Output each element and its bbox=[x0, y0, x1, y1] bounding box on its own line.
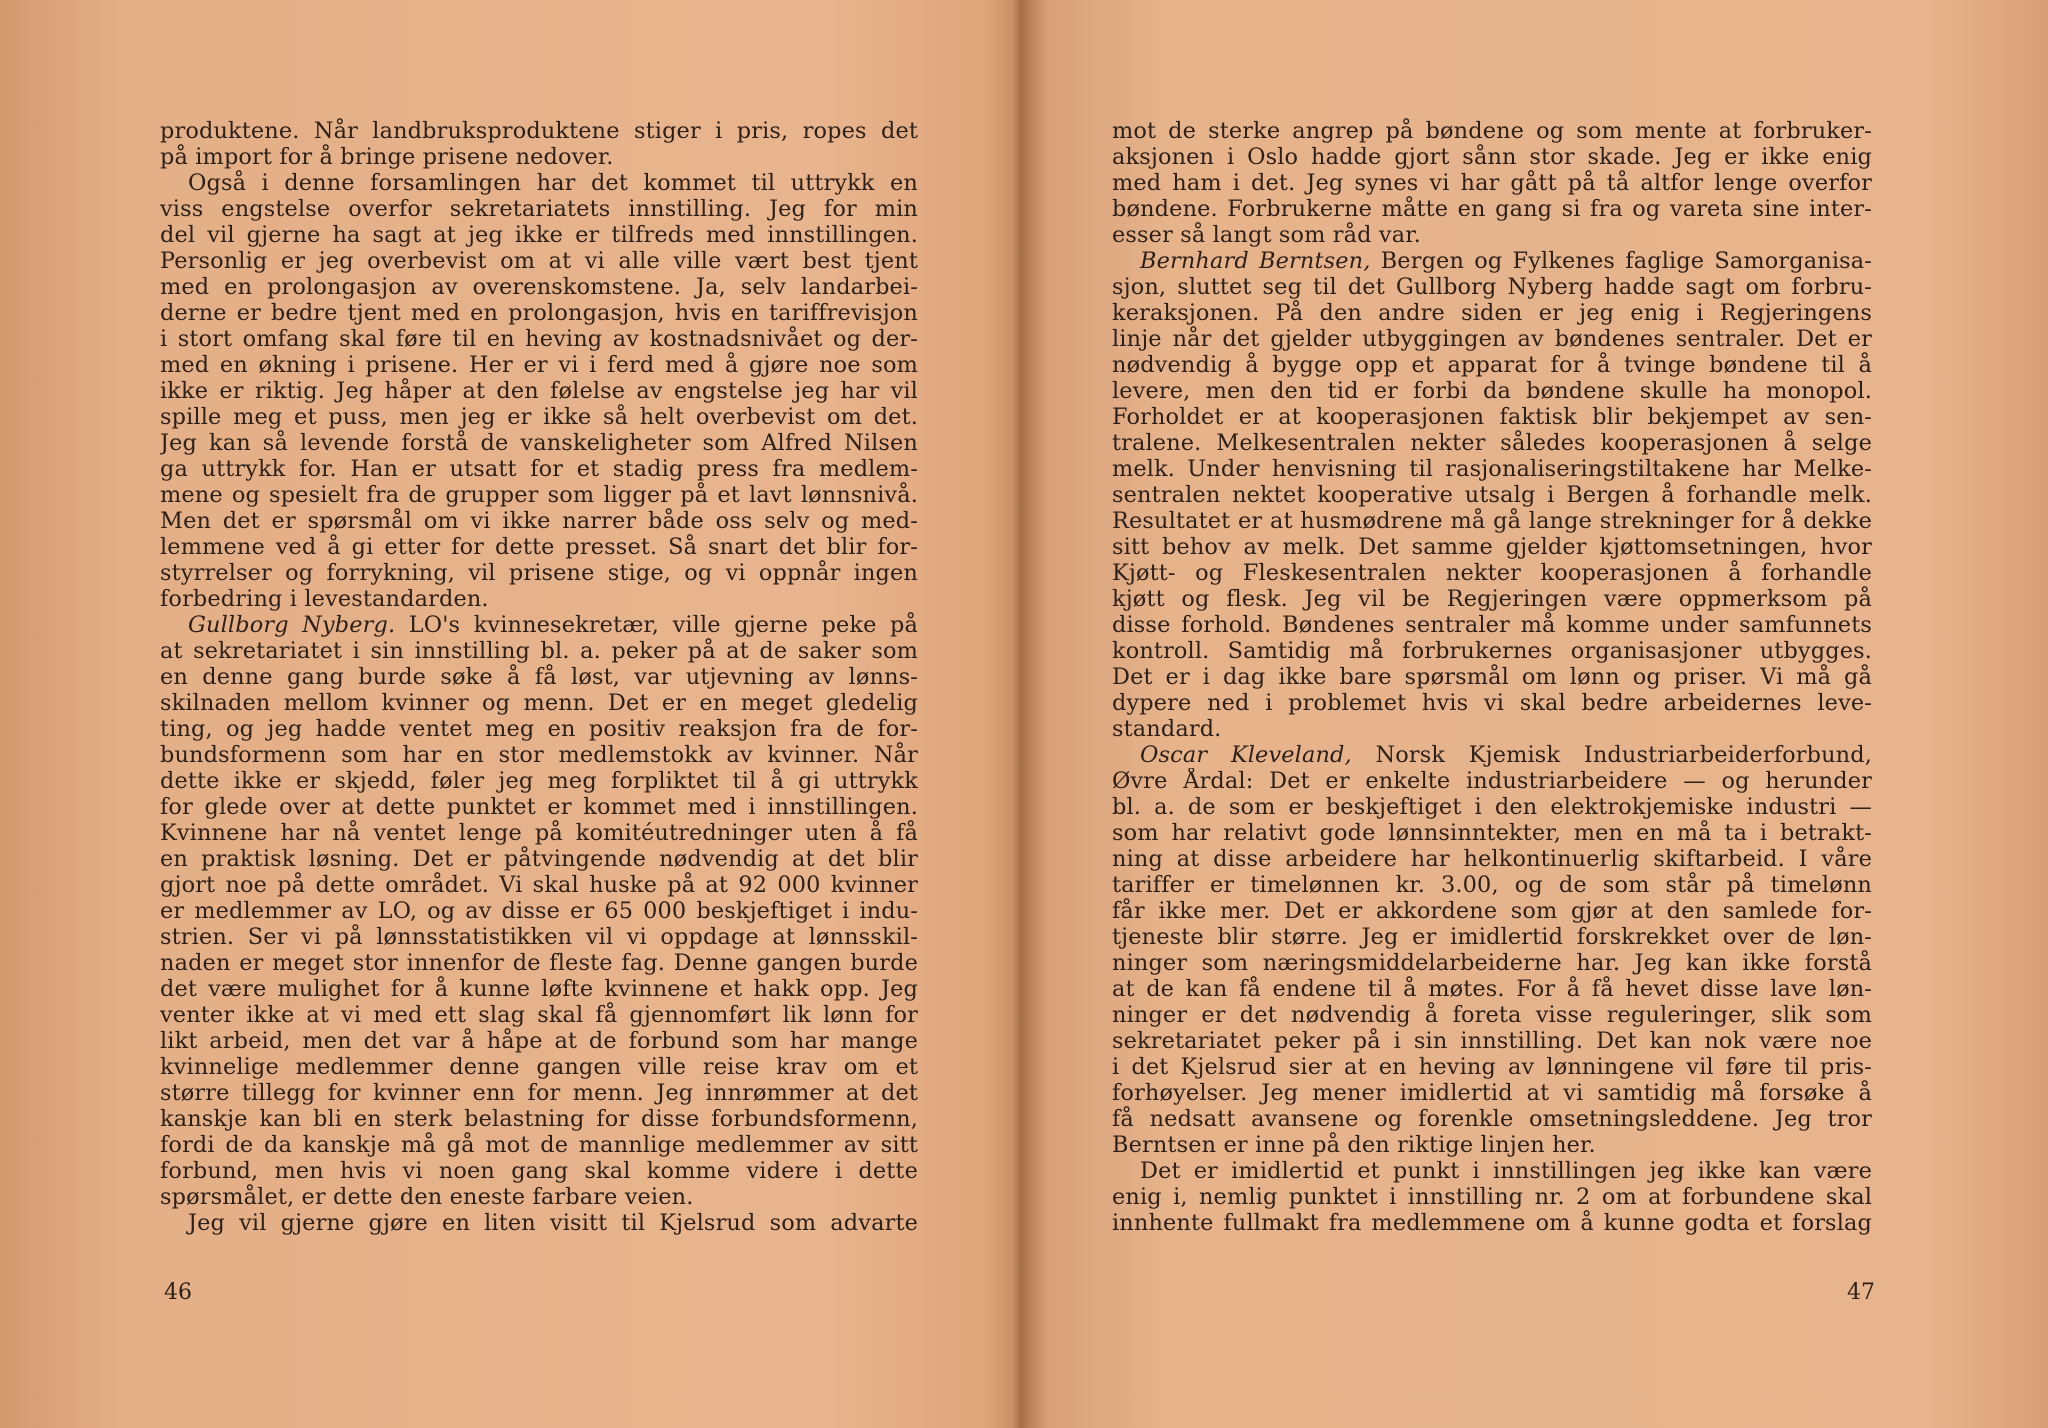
text-line: viss engstelse overfor sekretariatets innstilling. Jeg for min bbox=[160, 196, 918, 222]
text-line: i det Kjelsrud sier at en heving av lønningene vil føre til pris- bbox=[1112, 1054, 1872, 1080]
text-line: Resultatet er at husmødrene må gå lange strekninger for å dekke bbox=[1112, 508, 1872, 534]
text-line: med ham i det. Jeg synes vi har gått på tå altfor lenge overfor bbox=[1112, 170, 1872, 196]
text-line bbox=[1112, 248, 1872, 274]
text-line: fordi de da kanskje må gå mot de mannlige medlemmer av sitt bbox=[160, 1132, 918, 1158]
text-line: Det er imidlertid et punkt i innstillingen jeg ikke kan være bbox=[1140, 1158, 1872, 1184]
text-line: Berntsen er inne på den riktige linjen her. bbox=[1112, 1132, 1596, 1158]
text-line: på import for å bringe prisene nedover. bbox=[160, 144, 614, 170]
text-line: kontroll. Samtidig må forbrukernes organisasjoner utbygges. bbox=[1112, 638, 1872, 664]
text-line: Jeg vil gjerne gjøre en liten visitt til Kjelsrud som advarte bbox=[188, 1210, 918, 1236]
text-line: linje når det gjelder utbyggingen av bøndenes sentraler. Det er bbox=[1112, 326, 1872, 352]
text-line: i stort omfang skal føre til en heving av kostnadsnivået og der- bbox=[160, 326, 918, 352]
text-line: nødvendig å bygge opp et apparat for å tvinge bøndene til å bbox=[1112, 352, 1872, 378]
text-line bbox=[160, 612, 918, 638]
text-line: forbund, men hvis vi noen gang skal komme videre i dette bbox=[160, 1158, 918, 1184]
book-gutter bbox=[1012, 0, 1030, 1428]
text-line: lemmene ved å gi etter for dette presset. Så snart det blir for- bbox=[160, 534, 918, 560]
text-line: gjort noe på dette området. Vi skal huske på at 92 000 kvinner bbox=[160, 872, 918, 898]
text-line: Også i denne forsamlingen har det kommet til uttrykk en bbox=[188, 170, 918, 196]
text-line: bundsformenn som har en stor medlemstokk av kvinner. Når bbox=[160, 742, 918, 768]
text-line: styrrelser og forrykning, vil prisene stige, og vi oppnår ingen bbox=[160, 560, 918, 586]
text-line: sekretariatet peker på i sin innstilling. Det kan nok være noe bbox=[1112, 1028, 1872, 1054]
text-line: tjeneste blir større. Jeg er imidlertid forskrekket over de løn- bbox=[1112, 924, 1872, 950]
text-line-rest: Norsk Kjemisk Industriarbeiderforbund, bbox=[1351, 742, 1872, 768]
text-line: at sekretariatet i sin innstilling bl. a. peker på at de saker som bbox=[160, 638, 918, 664]
text-line: kvinnelige medlemmer denne gangen ville reise krav om et bbox=[160, 1054, 918, 1080]
text-line: bøndene. Forbrukerne måtte en gang si fra og vareta sine inter- bbox=[1112, 196, 1872, 222]
text-line: med en prolongasjon av overenskomstene. Ja, selv landarbei- bbox=[160, 274, 918, 300]
text-line: spille meg et puss, men jeg er ikke så helt overbevist om det. bbox=[160, 404, 918, 430]
text-line: kanskje kan bli en sterk belastning for disse forbundsformenn, bbox=[160, 1106, 918, 1132]
text-line: strien. Ser vi på lønnsstatistikken vil vi oppdage at lønnsskil- bbox=[160, 924, 918, 950]
text-line: innhente fullmakt fra medlemmene om å kunne godta et forslag bbox=[1112, 1210, 1872, 1236]
text-line: for glede over at dette punktet er kommet med i innstillingen. bbox=[160, 794, 918, 820]
text-line: melk. Under henvisning til rasjonaliseringstiltakene har Melke- bbox=[1112, 456, 1872, 482]
text-line-rest: Bergen og Fylkenes faglige Samorganisa- bbox=[1370, 248, 1872, 274]
speaker-name: Bernhard Berntsen, bbox=[1140, 248, 1371, 274]
text-line: mot de sterke angrep på bøndene og som mente at forbruker- bbox=[1112, 118, 1872, 144]
text-line: bl. a. de som er beskjeftiget i den elektrokjemiske industri — bbox=[1112, 794, 1872, 820]
text-line: tralene. Melkesentralen nekter således kooperasjonen å selge bbox=[1112, 430, 1872, 456]
text-line: Men det er spørsmål om vi ikke narrer både oss selv og med- bbox=[160, 508, 918, 534]
text-line: større tillegg for kvinner enn for menn. Jeg innrømmer at det bbox=[160, 1080, 918, 1106]
text-line: ikke er riktig. Jeg håper at den følelse av engstelse jeg har vil bbox=[160, 378, 918, 404]
text-line: disse forhold. Bøndenes sentraler må komme under samfunnets bbox=[1112, 612, 1872, 638]
text-line: derne er bedre tjent med en prolongasjon, hvis en tariffrevisjon bbox=[160, 300, 918, 326]
text-line: levere, men den tid er forbi da bøndene skulle ha monopol. bbox=[1112, 378, 1872, 404]
text-line: produktene. Når landbruksproduktene stiger i pris, ropes det bbox=[160, 118, 918, 144]
page-number: 46 bbox=[164, 1280, 192, 1305]
text-line: kjøtt og flesk. Jeg vil be Regjeringen være oppmerksom på bbox=[1112, 586, 1872, 612]
text-line: ting, og jeg hadde ventet meg en positiv reaksjon fra de for- bbox=[160, 716, 918, 742]
text-line: dypere ned i problemet hvis vi skal bedre arbeidernes leve- bbox=[1112, 690, 1872, 716]
text-line: keraksjonen. På den andre siden er jeg enig i Regjeringens bbox=[1112, 300, 1872, 326]
text-line: at de kan få endene til å møtes. For å få hevet disse lave løn- bbox=[1112, 976, 1872, 1002]
text-line: ga uttrykk for. Han er utsatt for et stadig press fra medlem- bbox=[160, 456, 918, 482]
text-line: ninger som næringsmiddelarbeiderne har. Jeg kan ikke forstå bbox=[1112, 950, 1872, 976]
text-line: Jeg kan så levende forstå de vanskeligheter som Alfred Nilsen bbox=[160, 430, 918, 456]
text-line: venter ikke at vi med ett slag skal få gjennomført lik lønn for bbox=[160, 1002, 918, 1028]
right-page bbox=[1112, 118, 1872, 1236]
text-line: Forholdet er at kooperasjonen faktisk blir bekjempet av sen- bbox=[1112, 404, 1872, 430]
text-line: få nedsatt avansene og forenkle omsetningsleddene. Jeg tror bbox=[1112, 1106, 1872, 1132]
text-line: Kvinnene har nå ventet lenge på komitéutredninger uten å få bbox=[160, 820, 918, 846]
page-number: 47 bbox=[1847, 1280, 1875, 1305]
text-line: med en økning i prisene. Her er vi i ferd med å gjøre noe som bbox=[160, 352, 918, 378]
text-line: forbedring i levestandarden. bbox=[160, 586, 489, 612]
text-line: esser så langt som råd var. bbox=[1112, 222, 1421, 248]
text-line: dette ikke er skjedd, føler jeg meg forpliktet til å gi uttrykk bbox=[160, 768, 918, 794]
text-line: det være mulighet for å kunne løfte kvinnene et hakk opp. Jeg bbox=[160, 976, 918, 1002]
text-line: Kjøtt- og Fleskesentralen nekter kooperasjonen å forhandle bbox=[1112, 560, 1872, 586]
text-line: en praktisk løsning. Det er påtvingende nødvendig at det blir bbox=[160, 846, 918, 872]
text-line bbox=[1112, 742, 1872, 768]
text-line: som har relativt gode lønnsinntekter, men en må ta i betrakt- bbox=[1112, 820, 1872, 846]
text-line: sentralen nektet kooperative utsalg i Bergen å forhandle melk. bbox=[1112, 482, 1872, 508]
text-line: mene og spesielt fra de grupper som ligger på et lavt lønnsnivå. bbox=[160, 482, 918, 508]
left-page bbox=[160, 118, 918, 1236]
text-line: får ikke mer. Det er akkordene som gjør at den samlede for- bbox=[1112, 898, 1872, 924]
text-line: ninger er det nødvendig å foreta visse reguleringer, slik som bbox=[1112, 1002, 1872, 1028]
text-line-rest: LO's kvinnesekretær, ville gjerne peke på bbox=[395, 612, 918, 638]
text-line: skilnaden mellom kvinner og menn. Det er en meget gledelig bbox=[160, 690, 918, 716]
text-line: spørsmålet, er dette den eneste farbare veien. bbox=[160, 1184, 694, 1210]
text-line: forhøyelser. Jeg mener imidlertid at vi samtidig må forsøke å bbox=[1112, 1080, 1872, 1106]
text-line: Personlig er jeg overbevist om at vi alle ville vært best tjent bbox=[160, 248, 918, 274]
text-line: Det er i dag ikke bare spørsmål om lønn og priser. Vi må gå bbox=[1112, 664, 1872, 690]
text-line: en denne gang burde søke å få løst, var utjevning av lønns- bbox=[160, 664, 918, 690]
text-line: likt arbeid, men det var å håpe at de forbund som har mange bbox=[160, 1028, 918, 1054]
text-line: aksjonen i Oslo hadde gjort sånn stor skade. Jeg er ikke enig bbox=[1112, 144, 1872, 170]
text-line: sjon, sluttet seg til det Gullborg Nyberg hadde sagt om forbru- bbox=[1112, 274, 1872, 300]
text-line: ning at disse arbeidere har helkontinuerlig skiftarbeid. I våre bbox=[1112, 846, 1872, 872]
text-line: sitt behov av melk. Det samme gjelder kjøttomsetningen, hvor bbox=[1112, 534, 1872, 560]
text-line: Øvre Årdal: Det er enkelte industriarbeidere — og herunder bbox=[1112, 768, 1872, 794]
speaker-name: Gullborg Nyberg. bbox=[188, 612, 396, 638]
text-line: enig i, nemlig punktet i innstilling nr. 2 om at forbundene skal bbox=[1112, 1184, 1872, 1210]
text-line: standard. bbox=[1112, 716, 1222, 742]
speaker-name: Oscar Kleveland, bbox=[1140, 742, 1352, 768]
text-line: naden er meget stor innenfor de fleste fag. Denne gangen burde bbox=[160, 950, 918, 976]
text-line: er medlemmer av LO, og av disse er 65 000 beskjeftiget i indu- bbox=[160, 898, 918, 924]
text-line: tariffer er timelønnen kr. 3.00, og de som står på timelønn bbox=[1112, 872, 1872, 898]
text-line: del vil gjerne ha sagt at jeg ikke er tilfreds med innstillingen. bbox=[160, 222, 918, 248]
